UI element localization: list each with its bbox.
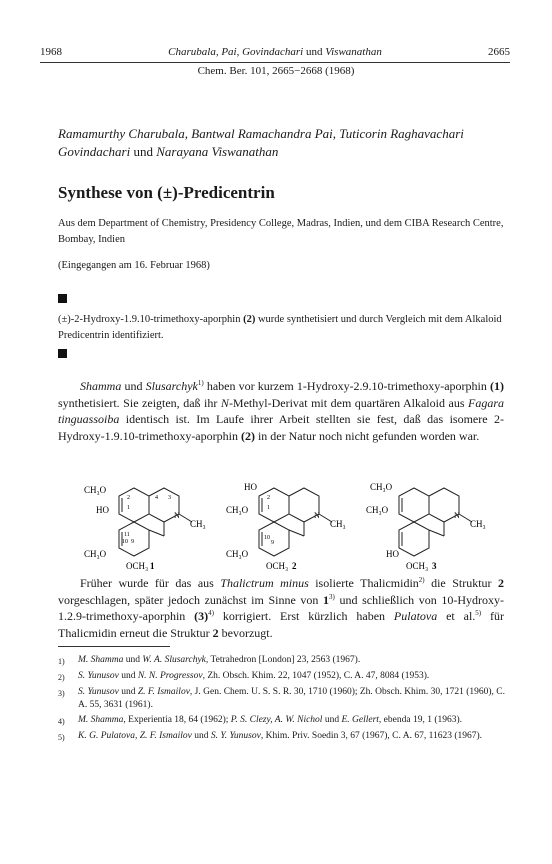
p2-text-e: und schließlich von 10-Hydroxy-1.2.9-trimethoxy-aporphin: [58, 592, 505, 623]
p2-compound-2: 2: [498, 576, 505, 590]
footnote-author: N. N. Progressov: [137, 671, 203, 681]
footnote-number: 3): [58, 689, 65, 698]
s1-ring-num-10: 10: [122, 539, 128, 545]
s2-n: N: [314, 511, 320, 520]
footnote-author: S. Yunusov: [78, 687, 119, 697]
p1-species: Fagara tinguassoiba: [58, 395, 505, 426]
p2-text-d: vorgeschlagen, später jedoch zunächst im Sinne von: [58, 592, 324, 607]
p2-text-b: isolierte Thalicmidin: [308, 576, 419, 590]
p1-und: und: [121, 379, 146, 393]
structure-2: [222, 478, 372, 573]
s2-bottom-left: CH₃O: [226, 549, 249, 559]
s2-ring-num-1: 1: [267, 505, 270, 511]
p1-text-d: identisch ist. Im Laufe ihrer Arbeit stellten sie fest, daß das isomere 2-Hydroxy-1.9.10-trimethoxy-aporphin: [58, 412, 504, 443]
footnote-text: [78, 670, 506, 684]
header-page-number: 2665: [488, 46, 510, 58]
authors-und: und: [130, 144, 157, 159]
footnote-ref-1: 1): [197, 379, 204, 387]
s3-bottom-left: HO: [386, 549, 399, 559]
running-title-last: Viswanathan: [325, 46, 382, 58]
footnote-fragment: und: [191, 731, 211, 741]
footnote-rule: [58, 646, 170, 647]
p2-text-f: korrigiert. Erst kürzlich haben: [214, 609, 394, 623]
s1-ring-num-3: 3: [168, 495, 171, 501]
footnote-fragment: und: [322, 715, 342, 725]
compound-ref-1: (1): [490, 379, 505, 393]
footnote-ref-3: 3): [329, 592, 335, 601]
footnote-1: [58, 654, 506, 668]
running-title-und: und: [303, 46, 326, 58]
s2-bottom: OCH₃: [266, 561, 289, 571]
footnote-author: S. Y. Yunusov: [210, 731, 261, 741]
p1-text-c: -Methyl-Derivat mit dem quartären Alkaloid aus: [228, 395, 469, 410]
paragraph-1: [58, 378, 504, 444]
abstract: [58, 312, 504, 344]
s1-top-left: CH₃O: [84, 485, 107, 495]
footnote-fragment: , Zh. Obsch. Khim. 22, 1047 (1952), C. A. 47, 8084 (1953).: [202, 671, 430, 681]
header-year: 1968: [40, 46, 62, 58]
footnote-fragment: und: [118, 671, 138, 681]
footnote-fragment: , ebenda 19, 1 (1963).: [378, 715, 463, 725]
footnote-3: [58, 686, 506, 712]
footnote-5: [58, 730, 506, 744]
footnote-fragment: und: [123, 655, 143, 665]
running-title-authors: Charubala, Pai, Govindachari: [168, 46, 304, 58]
abstract-end-marker: [58, 349, 67, 358]
s1-number: 1: [150, 561, 155, 571]
p1-n-italic: N: [220, 395, 229, 410]
author-govindachari: Govindachari: [58, 144, 131, 159]
s1-n: N: [174, 511, 180, 520]
abstract-start-marker: [58, 294, 67, 303]
p2-text-c: die Struktur: [424, 576, 499, 590]
footnote-ref-5: 5): [475, 609, 482, 617]
s2-ring-num-9: 9: [271, 540, 274, 546]
compound-ref-2: (2): [240, 428, 255, 443]
footnote-author: E. Gellert: [341, 715, 379, 725]
s1-ring-num-1: 1: [127, 505, 130, 511]
s3-n-methyl: CH₃: [470, 519, 486, 529]
p2-text-h: bevorzugt.: [218, 625, 273, 640]
author-viswanathan: Narayana Viswanathan: [156, 144, 279, 159]
abstract-part-a: (±)-2-Hydroxy-1.9.10-trimethoxy-aporphin: [58, 314, 244, 325]
p2-text-g: für Thalicmidin erneut die Struktur: [58, 609, 504, 640]
footnote-fragment: , J. Gen. Chem. U. S. S. R. 30, 1710 (1960); Zh. Obsch. Khim. 30, 1721 (1960), C. A. 55, 3631 (1961).: [78, 687, 505, 710]
footnote-ref-4: 4): [208, 609, 215, 617]
authors-line-2: [58, 143, 508, 161]
footnote-fragment: , Khim. Priv. Soedin 3, 67 (1967), C. A. 67, 11623 (1967).: [260, 731, 483, 741]
abstract-compound-ref: (2): [243, 314, 256, 325]
authors-line-1: Ramamurthy Charubala, Bantwal Ramachandra Pai, Tuticorin Raghavachari: [58, 126, 464, 141]
footnote-4: [58, 714, 506, 728]
header-rule: [40, 62, 510, 63]
s2-ring-num-2: 2: [267, 495, 270, 501]
footnote-text: [78, 686, 506, 712]
structure-3: [362, 478, 512, 573]
s3-top-left2: CH₃O: [366, 505, 389, 515]
footnote-fragment: , Tetrahedron [London] 23, 2563 (1967).: [205, 655, 361, 665]
s2-number: 2: [292, 561, 297, 571]
s1-ring-num-9: 9: [131, 539, 134, 545]
footnote-number: 4): [58, 717, 65, 726]
footnote-number: 1): [58, 657, 65, 666]
footnote-author: M. Shamma: [78, 715, 124, 725]
p2-author-pulatova: Pulatova: [393, 609, 438, 623]
footnote-fragment: , Experientia 18, 64 (1962);: [123, 715, 231, 725]
s2-n-methyl: CH₃: [330, 519, 346, 529]
s1-top-left2: HO: [96, 505, 109, 515]
running-header: [40, 46, 510, 62]
s3-number: 3: [432, 561, 437, 571]
received-date: (Eingegangen am 16. Februar 1968): [58, 260, 210, 271]
s1-ring-num-2: 2: [127, 495, 130, 501]
footnote-author: W. A. Slusarchyk: [142, 655, 206, 665]
journal-citation: Chem. Ber. 101, 2665−2668 (1968): [197, 65, 355, 77]
s3-bottom: OCH₃: [406, 561, 429, 571]
p1-text-b: synthetisiert. Sie zeigten, daß ihr: [58, 395, 221, 410]
s3-top-left: CH₃O: [370, 482, 393, 492]
p2-compound-1: 1: [323, 592, 330, 607]
footnote-number: 5): [58, 733, 65, 742]
footnote-fragment: und: [118, 687, 138, 697]
footnote-number: 2): [58, 673, 65, 682]
p1-text-a: haben vor kurzem 1-Hydroxy-2.9.10-trimethoxy-aporphin: [203, 379, 491, 393]
structure-1: [82, 478, 232, 573]
footnotes: [58, 654, 506, 746]
s2-top-left: HO: [244, 482, 257, 492]
paragraph-2: [58, 575, 504, 641]
s1-n-methyl: CH₃: [190, 519, 206, 529]
footnote-author: S. Yunusov: [78, 671, 119, 681]
p1-author-shamma: Shamma: [80, 379, 122, 393]
footnote-text: [78, 654, 506, 668]
footnote-2: [58, 670, 506, 684]
s1-bottom: OCH₃: [126, 561, 149, 571]
p1-author-slusarchyk: Slusarchyk: [145, 379, 198, 393]
footnote-text: [78, 730, 506, 744]
p2-species: Thalictrum minus: [220, 576, 309, 590]
footnote-ref-2: 2): [418, 576, 425, 584]
header-running-title: [40, 46, 510, 58]
p2-text-a: Früher wurde für das aus: [80, 576, 221, 590]
p2-compound-2b: 2: [212, 625, 219, 640]
p2-et-al: et al.: [437, 609, 476, 623]
footnote-author: M. Shamma: [78, 655, 124, 665]
p2-compound-3: (3): [194, 609, 209, 623]
footnote-author: K. G. Pulatova, Z. F. Ismailov: [78, 731, 192, 741]
p1-text-e: in der Natur noch nicht gefunden worden war.: [254, 428, 480, 443]
footnote-author: P. S. Clezy, A. W. Nichol: [230, 715, 323, 725]
article-title: Synthese von (±)-Predicentrin: [58, 183, 275, 202]
s2-ring-num-10: 10: [264, 535, 270, 541]
affiliation: Aus dem Department of Chemistry, Presidency College, Madras, Indien, und dem CIBA Research Centre, Bombay, Indien: [58, 218, 504, 245]
s1-ring-num-4: 4: [155, 495, 158, 501]
author-list: [58, 125, 508, 161]
s2-top-left2: CH₃O: [226, 505, 249, 515]
s1-ring-num-11: 11: [124, 532, 130, 538]
footnote-author: Z. F. Ismailov: [137, 687, 190, 697]
abstract-part-c: wurde synthetisiert und durch Vergleich mit dem Alkaloid Predicentrin identifiziert.: [58, 314, 502, 341]
s3-n: N: [454, 511, 460, 520]
footnote-text: [78, 714, 506, 728]
s1-bottom-left: CH₃O: [84, 549, 107, 559]
